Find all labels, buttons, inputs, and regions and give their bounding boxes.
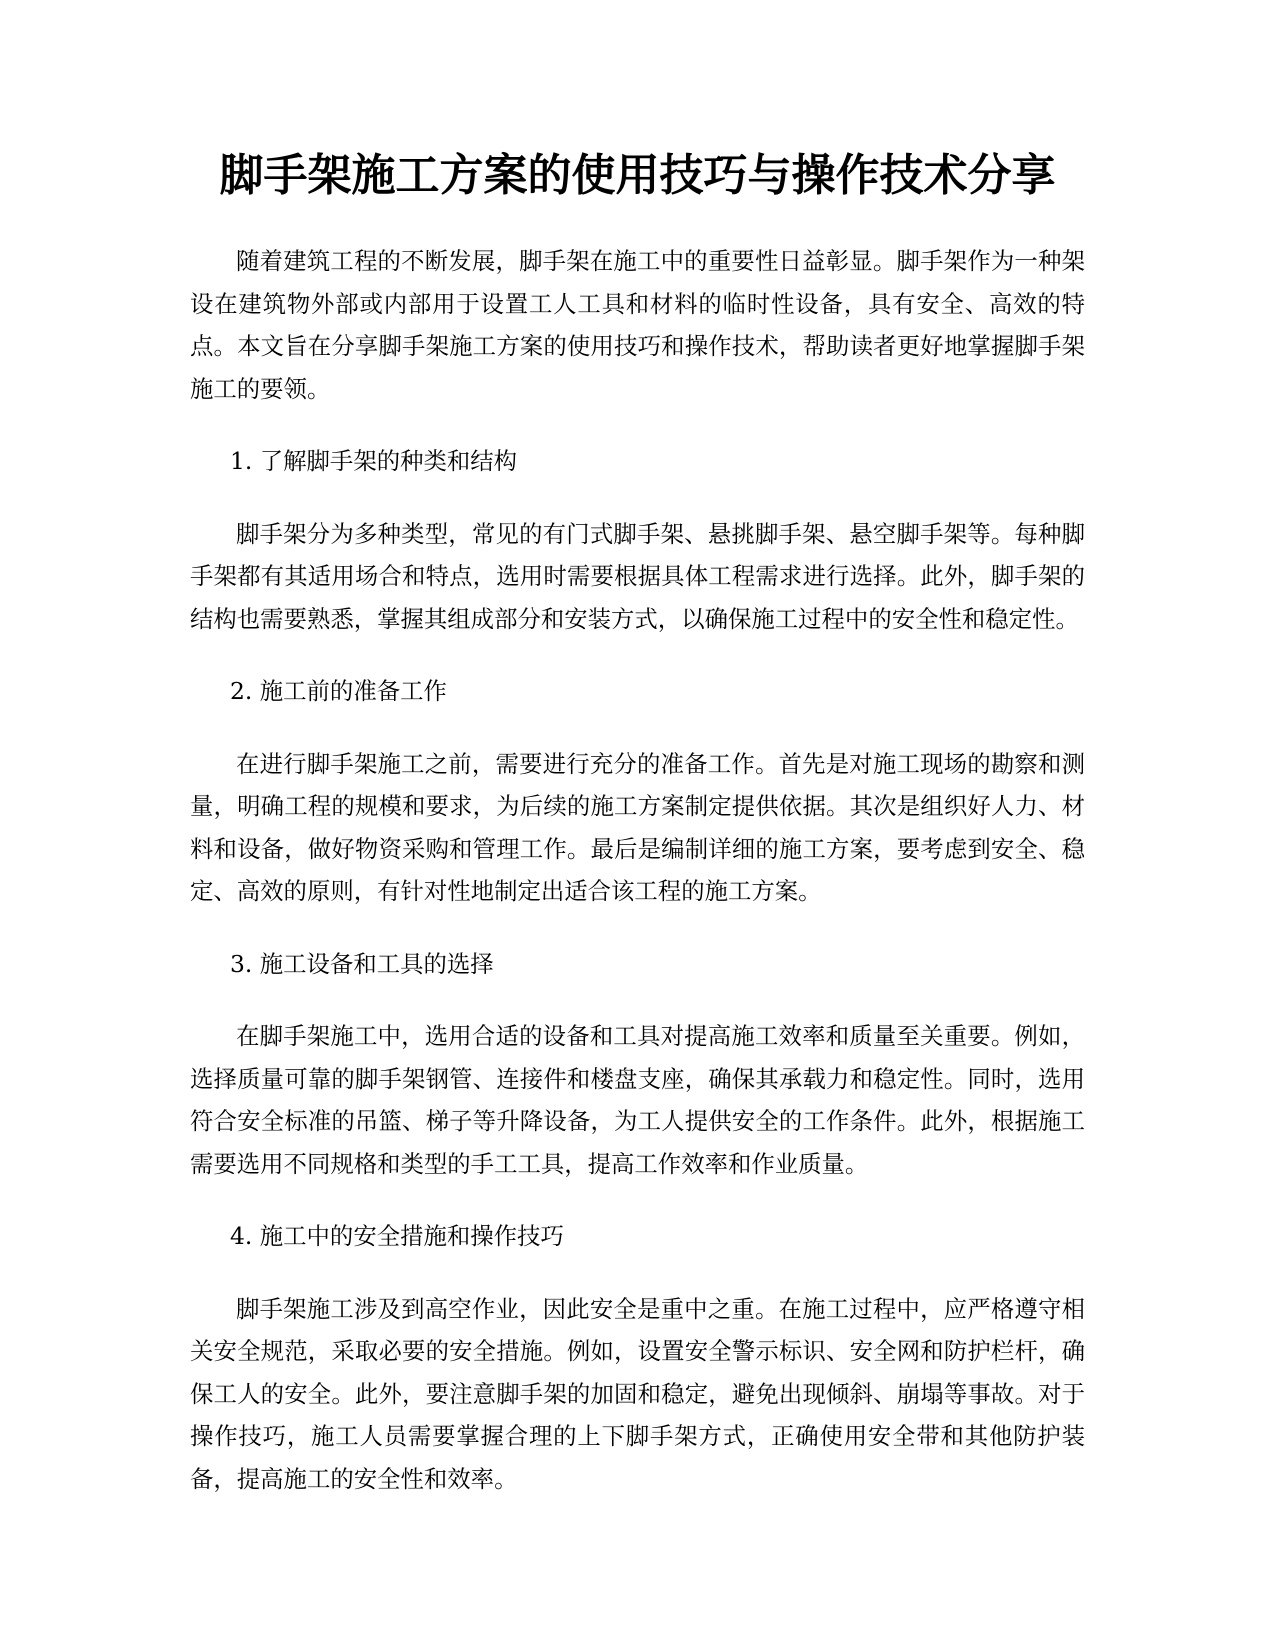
document-title: 脚手架施工方案的使用技巧与操作技术分享 bbox=[219, 150, 1056, 201]
intro-paragraph: 随着建筑工程的不断发展，脚手架在施工中的重要性日益彰显。脚手架作为一种架设在建筑物外部或内部用于设置工人工具和材料的临时性设备，具有安全、高效的特点。本文旨在分享脚手架施工方案的使用技巧和操作技术，帮助读者更好地掌握脚手架施工的要领。 bbox=[190, 247, 1085, 403]
section-paragraph-1: 脚手架分为多种类型，常见的有门式脚手架、悬挑脚手架、悬空脚手架等。每种脚手架都有其适用场合和特点，选用时需要根据具体工程需求进行选择。此外，脚手架的结构也需要熟悉，掌握其组成部分和安装方式，以确保施工过程中的安全性和稳定性。 bbox=[190, 519, 1085, 633]
section-paragraph-3: 在脚手架施工中，选用合适的设备和工具对提高施工效率和质量至关重要。例如，选择质量可靠的脚手架钢管、连接件和楼盘支座，确保其承载力和稳定性。同时，选用符合安全标准的吊篮、梯子等升降设备，为工人提供安全的工作条件。此外，根据施工需要选用不同规格和类型的手工工具，提高工作效率和作业质量。 bbox=[190, 1022, 1085, 1178]
section-heading-1: 1. 了解脚手架的种类和结构 bbox=[230, 447, 518, 475]
document-body bbox=[190, 240, 1085, 1530]
section-paragraph-4: 脚手架施工涉及到高空作业，因此安全是重中之重。在施工过程中，应严格遵守相关安全规范，采取必要的安全措施。例如，设置安全警示标识、安全网和防护栏杆，确保工人的安全。此外，要注意脚手架的加固和稳定，避免出现倾斜、崩塌等事故。对于操作技巧，施工人员需要掌握合理的上下脚手架方式，正确使用安全带和其他防护装备，提高施工的安全性和效率。 bbox=[190, 1294, 1085, 1493]
section-heading-2: 2. 施工前的准备工作 bbox=[230, 677, 447, 705]
section-paragraph-2: 在进行脚手架施工之前，需要进行充分的准备工作。首先是对施工现场的勘察和测量，明确工程的规模和要求，为后续的施工方案制定提供依据。其次是组织好人力、材料和设备，做好物资采购和管理工作。最后是编制详细的施工方案，要考虑到安全、稳定、高效的原则，有针对性地制定出适合该工程的施工方案。 bbox=[190, 749, 1085, 905]
section-heading-3: 3. 施工设备和工具的选择 bbox=[230, 949, 494, 978]
section-heading-4: 4. 施工中的安全措施和操作技巧 bbox=[230, 1222, 564, 1250]
